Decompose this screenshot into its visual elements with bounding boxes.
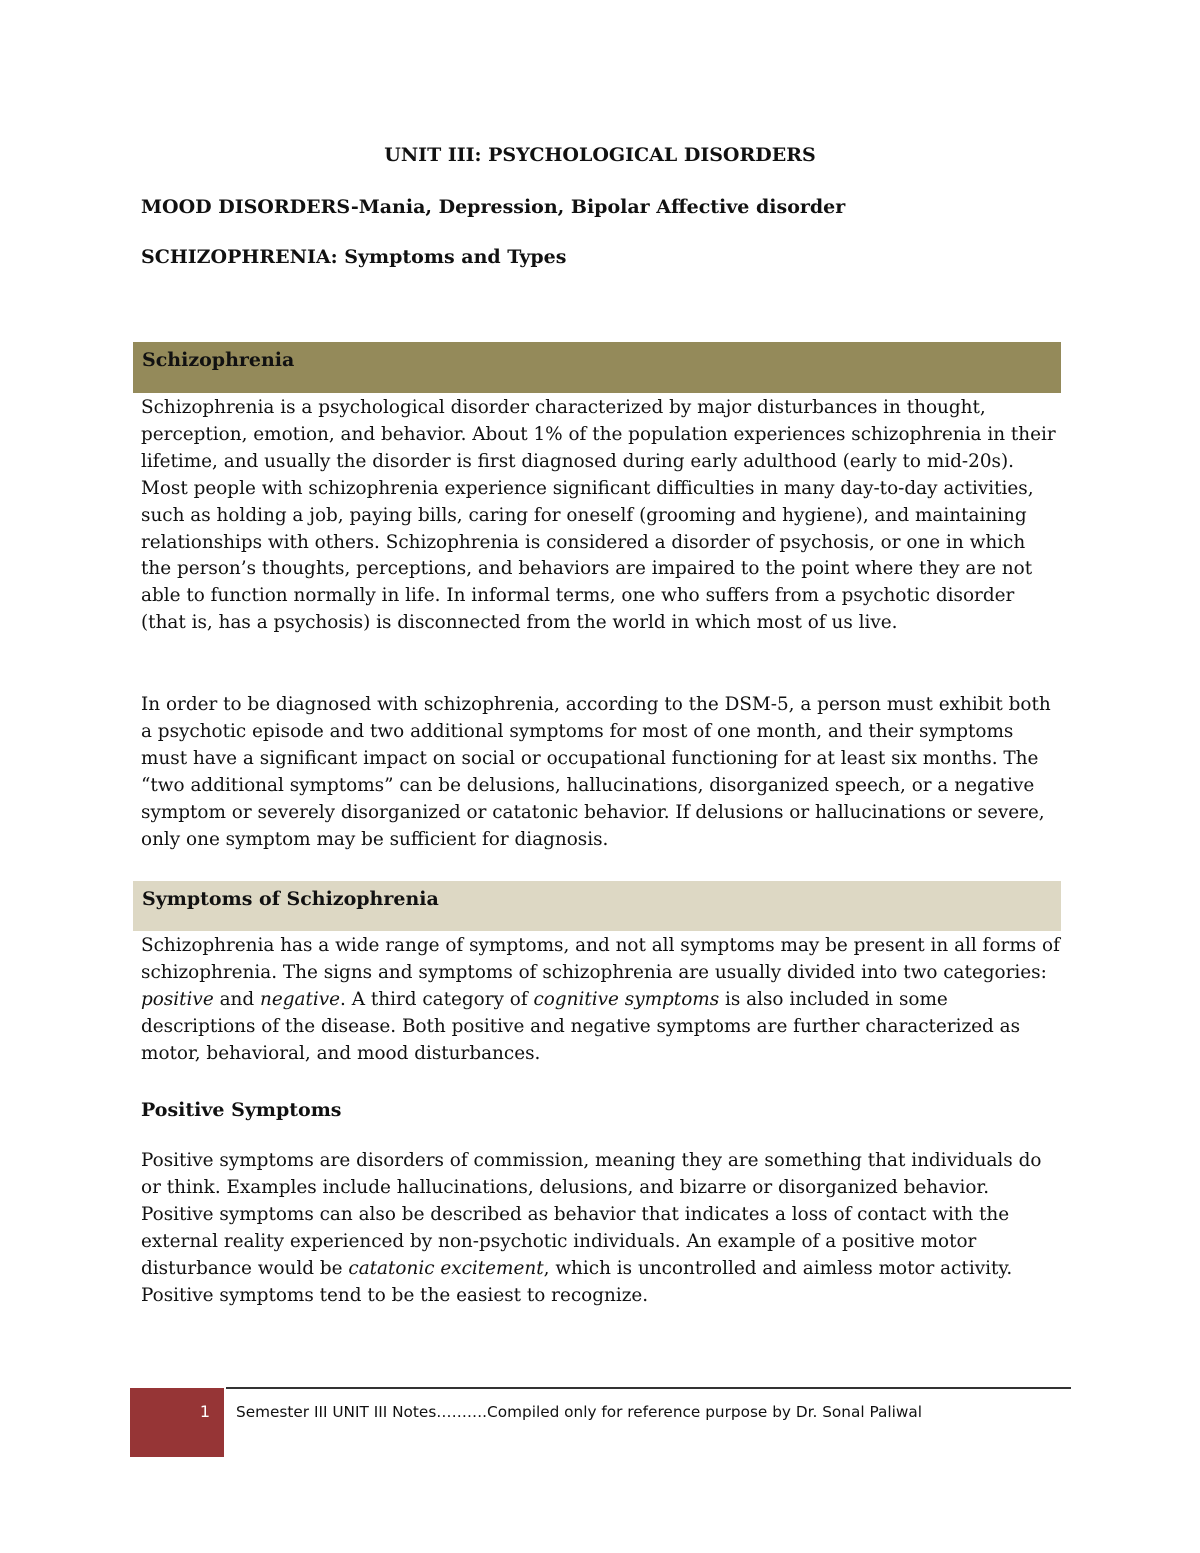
page-title: UNIT III: PSYCHOLOGICAL DISORDERS bbox=[384, 144, 816, 166]
symptoms-text-b: and bbox=[213, 988, 260, 1010]
symptoms-text-a: Schizophrenia has a wide range of symptoms, and not all symptoms may be present in all forms of schizophrenia. The signs and symptoms of schizophrenia are usually divided into two categories: bbox=[141, 935, 1060, 983]
term-cognitive-symptoms: cognitive symptoms bbox=[533, 988, 720, 1010]
footer-page-number-box bbox=[130, 1388, 224, 1457]
term-catatonic-excitement: catatonic excitement bbox=[348, 1257, 544, 1279]
section-heading-symptoms: Symptoms of Schizophrenia bbox=[142, 888, 439, 910]
schizophrenia-paragraph-1: Schizophrenia is a psychological disorder characterized by major disturbances in thought, perception, emotion, and behavior. About 1% of the population experiences schizophrenia in their lifetime, and usually the disorder is first diagnosed during early adulthood (early to mid-20s). Most people with schizophrenia experience significant difficulties in many day-to-day activities, such as holding a job, paying bills, caring for oneself (grooming and hygiene), and maintaining relationships with others. Schizophrenia is considered a disorder of psychosis, or one in which the person’s thoughts, perceptions, and behaviors are impaired to the point where they are not able to function normally in life. In informal terms, one who suffers from a psychotic disorder (that is, has a psychosis) is disconnected from the world in which most of us live. bbox=[141, 397, 1056, 634]
symptoms-text-d: is also included in some descriptions of the disease. Both positive and negative symptoms are further characterized as motor, behavioral, and mood disturbances. bbox=[141, 988, 1021, 1064]
term-positive: positive bbox=[141, 988, 214, 1010]
positive-text-b: , which is uncontrolled and aimless motor activity. Positive symptoms tend to be the easiest to recognize. bbox=[141, 1257, 1013, 1306]
positive-text-a: Positive symptoms are disorders of commission, meaning they are something that individuals do or think. Examples include hallucinations, delusions, and bizarre or disorganized behavior. Positive symptoms can also be described as behavior that indicates a loss of contact with the external reality experienced by non-psychotic individuals. An example of a positive motor disturbance would be bbox=[141, 1150, 1042, 1279]
schizophrenia-paragraph-2: In order to be diagnosed with schizophrenia, according to the DSM-5, a person must exhibit both a psychotic episode and two additional symptoms for most of one month, and their symptoms must have a significant impact on social or occupational functioning for at least six months. The “two additional symptoms” can be delusions, hallucinations, disorganized speech, or a negative symptom or severely disorganized or catatonic behavior. If delusions or hallucinations or severe, only one symptom may be sufficient for diagnosis. bbox=[141, 694, 1051, 850]
page-number: 1 bbox=[199, 1402, 210, 1421]
term-negative: negative bbox=[260, 988, 341, 1010]
section-heading-schizophrenia: Schizophrenia bbox=[142, 349, 295, 371]
footer-text: Semester III UNIT III Notes……….Compiled only for reference purpose by Dr. Sonal Paliwal bbox=[236, 1403, 923, 1421]
section-heading-band-symptoms bbox=[133, 881, 1061, 931]
symptoms-paragraph bbox=[141, 933, 1061, 1068]
subtitle-schizophrenia: SCHIZOPHRENIA: Symptoms and Types bbox=[141, 246, 567, 268]
section-heading-band-schizophrenia bbox=[133, 342, 1061, 393]
symptoms-text-c: . A third category of bbox=[340, 988, 534, 1010]
footer-divider bbox=[226, 1387, 1071, 1389]
section-heading-positive-symptoms: Positive Symptoms bbox=[141, 1099, 342, 1121]
positive-symptoms-paragraph bbox=[141, 1148, 1061, 1309]
subtitle-mood-disorders: MOOD DISORDERS-Mania, Depression, Bipolar Affective disorder bbox=[141, 196, 846, 218]
